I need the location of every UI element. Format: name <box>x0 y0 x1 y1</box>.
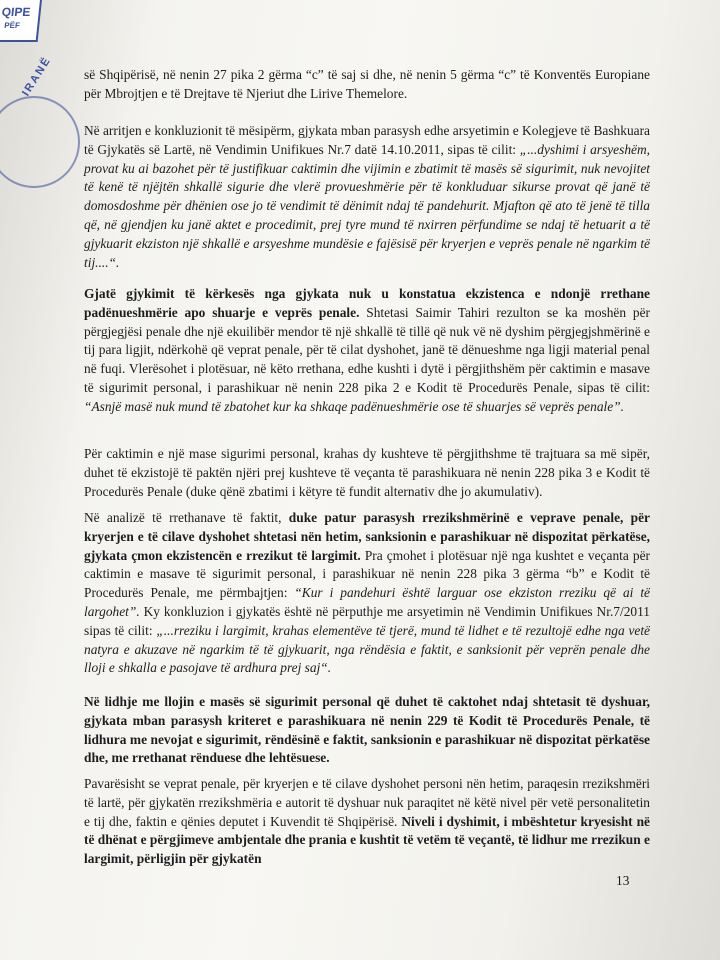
paragraph-4 <box>84 445 650 501</box>
paragraph-1-text: së Shqipërisë, në nenin 27 pika 2 gërma “c” të saj si dhe, në nenin 5 gërma “c” të Konventës Europiane për Mbrojtjen e të Drejtave të Njeriut dhe Lirive Themelore. <box>84 67 650 101</box>
paragraph-6 <box>84 693 650 768</box>
corner-stamp <box>0 0 42 42</box>
paragraph-5-text-a: Në analizë të rrethanave të faktit, <box>84 510 289 525</box>
paragraph-5-text-b: Pra çmohet i plotësuar një nga kushtet e veçanta për caktimin e masave të sigurimit personal, i parashikuar në nenin 228 pika 3 gërma “b” e Kodit të Procedurës Penale, me përmbajtjen: <box>84 547 650 601</box>
paragraph-3-quote: “Asnjë masë nuk mund të zbatohet kur ka shkaqe padënueshmërie ose të shuarjes së veprës penale”. <box>84 398 624 414</box>
paragraph-3 <box>84 285 650 417</box>
paragraph-7-bold: Niveli i dyshimit, i mbështetur kryesisht në të dhënat e përgjimeve ambjentale dhe prania e kushtit të vetëm të veçantë, të lidhur me rrezikun e largimit, përligjin për gjykatën <box>84 813 650 867</box>
paragraph-5-bold: duke patur parasysh rrezikshmërinë e veprave penale, për kryerjen e të cilave dyshohet shtetasi nën hetim, sanksionin e parashikuar në dispozitat përkatëse, gjykata çmon ekzistencën e rrezikut të largimit. <box>84 510 651 563</box>
paragraph-5-quote-a: “Kur i pandehuri është larguar ose ekziston rreziku që ai të largohet”. <box>84 585 650 619</box>
paragraph-2 <box>84 122 650 272</box>
side-stamp-circle <box>0 96 80 188</box>
paragraph-3-bold: Gjatë gjykimit të kërkesës nga gjykata nuk u konstatua ekzistenca e ndonjë rrethane padënueshmërie apo shuarje e veprës penale. <box>84 286 650 320</box>
paragraph-2-quote: „...dyshimi i arsyeshëm, provat ku ai bazohet për të justifikuar caktimin dhe vijimin e zbatimit të masës së sigurimit, nuk nevojitet të kenë të njëjtën shkallë sigurie dhe vlerë provueshmërie për të konkluduar sikurse provat që janë të domosdoshme për dhënien ose jo të vendimit të dënimit ndaj të pandehurit. Mjafton që ato të jenë të tilla që, në gjendjen ku janë aktet e procedimit, prej tyre mund të nxirren përfundime se ndaj të hetuarit a të gjykuarit ekziston një shkallë e arsyeshme mundësie e fajësisë për kryerjen e veprës penale në ngarkim të tij....“. <box>84 141 650 270</box>
paragraph-2-text: Në arritjen e konkluzionit të mësipërm, gjykata mban parasysh edhe arsyetimin e Kolegjeve të Bashkuara të Gjykatës së Lartë, në Vendimin Unifikues Nr.7 datë 14.10.2011, sipas të cilit: <box>84 123 650 157</box>
paragraph-1 <box>84 66 650 104</box>
side-stamp-text: IRANË <box>20 54 54 99</box>
paragraph-7-text: Pavarësisht se veprat penale, për kryerjen e të cilave dyshohet personi nën hetim, paraqesin rrezikshmëri të lartë, për gjykatën rrezikshmëria e autorit të dyshuar nuk paraqitet në këtë nivel për vetë personalitetin e tij dhe, faktin e qënies deputet i Kuvendit të Shqipërisë. <box>84 776 650 829</box>
page-number: 13 <box>616 873 630 888</box>
paragraph-3-text: Shtetasi Saimir Tahiri rezulton se ka moshën për përgjegjësi penale dhe një ekuilibër mendor të një shkallë të tillë që nuk vë në dyshim përgjegjshmërinë e tij para ligjit, ndërkohë që veprat penale, për të cilat dyshohet, janë të dënueshme nga ligji material penal në fuqi. Vlerësohet i plotësuar, në këto rrethana, edhe kushti i dytë i përgjithshëm për caktimin e masave të sigurimit personal, i parashikuar në nenin 228 pika 2 e Kodit të Procedurës Penale, sipas të cilit: <box>84 304 650 395</box>
corner-stamp-line1: QIPE <box>1 5 32 19</box>
paragraph-4-text: Për caktimin e një mase sigurimi personal, krahas dy kushteve të përgjithshme të trajtuara sa më sipër, duhet të ekzistojë të paktën njëri prej kushteve të veçanta të parashikuara në nenin 228 pika 3 e Kodit të Procedurës Penale (duke qënë zbatimi i këtyre të fundit alternativ dhe jo akumulativ). <box>84 446 650 499</box>
paragraph-5-text-c: Ky konkluzion i gjykatës është në përputhje me arsyetimin në Vendimin Unifikues Nr.7/2011 sipas të cilit: <box>84 603 650 638</box>
paragraph-7 <box>84 775 650 869</box>
paragraph-5-quote-b: „...rreziku i largimit, krahas elementëve të tjerë, mund të lidhet e të rezultojë edhe nga vetë natyra e akuzave në ngarkim të të gjykuarit, nga rëndësia e faktit, e sanksionit për veprën penale dhe lloji e shkalla e pasojave të ardhura prej saj“. <box>84 622 650 676</box>
corner-stamp-line2: PËF <box>3 21 21 30</box>
paragraph-5 <box>84 509 650 678</box>
paragraph-6-bold: Në lidhje me llojin e masës së sigurimit personal që duhet të caktohet ndaj shtetasit të dyshuar, gjykata mban parasysh kriteret e parashikuara në nenin 229 të Kodit të Procedurës Penale, të lidhura me nevojat e sigurimit, rëndësinë e faktit, sanksionin e parashikuar në dispozitat përkatëse dhe, me rrethanat rënduese dhe lehtësuese. <box>84 694 650 766</box>
